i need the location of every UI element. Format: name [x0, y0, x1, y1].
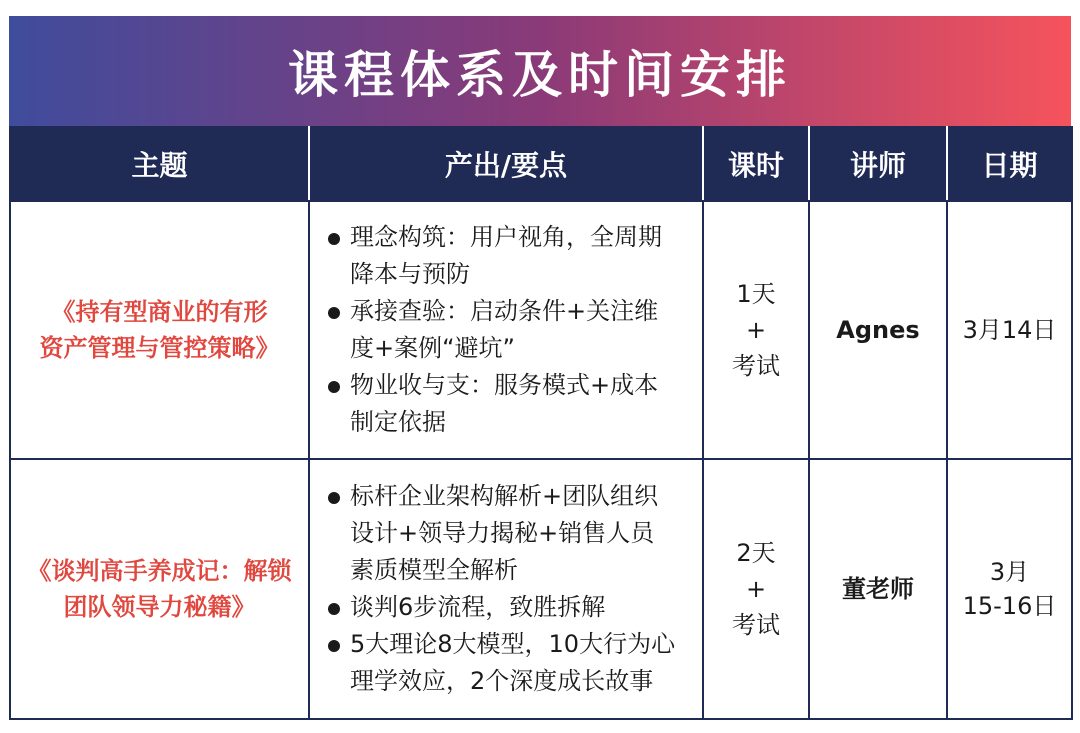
hours-plus: +: [745, 316, 767, 344]
topic-line: 《谈判高手养成记：解锁: [27, 557, 292, 585]
points-cell: [309, 201, 703, 459]
title-banner: [9, 16, 1071, 126]
teacher-cell: Agnes: [809, 201, 947, 459]
points-cell: [309, 459, 703, 719]
header-topic: 主题: [10, 127, 309, 201]
header-points: 产出/要点: [309, 127, 703, 201]
bullet-icon: [328, 492, 340, 504]
bullet-icon: [328, 233, 340, 245]
teacher-cell: 董老师: [809, 459, 947, 719]
page-title: 课程体系及时间安排: [288, 46, 792, 104]
bullet-icon: [328, 381, 340, 393]
list-item: 物业收与支：服务模式+成本 制定依据: [326, 367, 692, 441]
topic-line: 团队领导力秘籍》: [63, 593, 256, 621]
hours-cell: [703, 459, 809, 719]
table-header-row: [10, 127, 1072, 201]
header-teacher: 讲师: [809, 127, 947, 201]
table-row: [10, 459, 1072, 719]
hours-exam: 考试: [732, 352, 780, 380]
hours-value: 2天: [736, 539, 776, 567]
date-line: 3月14日: [962, 316, 1057, 344]
topic-title: [11, 294, 308, 366]
header-date: 日期: [947, 127, 1072, 201]
points-list: [326, 478, 692, 700]
points-list: [326, 219, 692, 441]
topic-cell: [10, 459, 309, 719]
hours-value: 1天: [736, 280, 776, 308]
bullet-icon: [328, 603, 340, 615]
hours-plus: +: [745, 575, 767, 603]
topic-cell: [10, 201, 309, 459]
list-item: 谈判6步流程，致胜拆解: [326, 589, 692, 626]
list-item: 标杆企业架构解析+团队组织 设计+领导力揭秘+销售人员 素质模型全解析: [326, 478, 692, 589]
list-item: 承接查验：启动条件+关注维 度+案例“避坑”: [326, 293, 692, 367]
topic-title: [11, 553, 308, 625]
bullet-icon: [328, 640, 340, 652]
list-item: 理念构筑：用户视角，全周期 降本与预防: [326, 219, 692, 293]
date-cell: [947, 201, 1072, 459]
hours-exam: 考试: [732, 611, 780, 639]
topic-line: 《持有型商业的有形: [51, 298, 268, 326]
date-line: 3月: [989, 558, 1030, 586]
hours-cell: [703, 201, 809, 459]
course-schedule-table: [9, 126, 1073, 720]
topic-line: 资产管理与管控策略》: [39, 334, 280, 362]
bullet-icon: [328, 307, 340, 319]
date-line: 15-16日: [962, 592, 1057, 620]
table-row: [10, 201, 1072, 459]
date-cell: [947, 459, 1072, 719]
list-item: 5大理论8大模型，10大行为心 理学效应，2个深度成长故事: [326, 626, 692, 700]
header-hours: 课时: [703, 127, 809, 201]
